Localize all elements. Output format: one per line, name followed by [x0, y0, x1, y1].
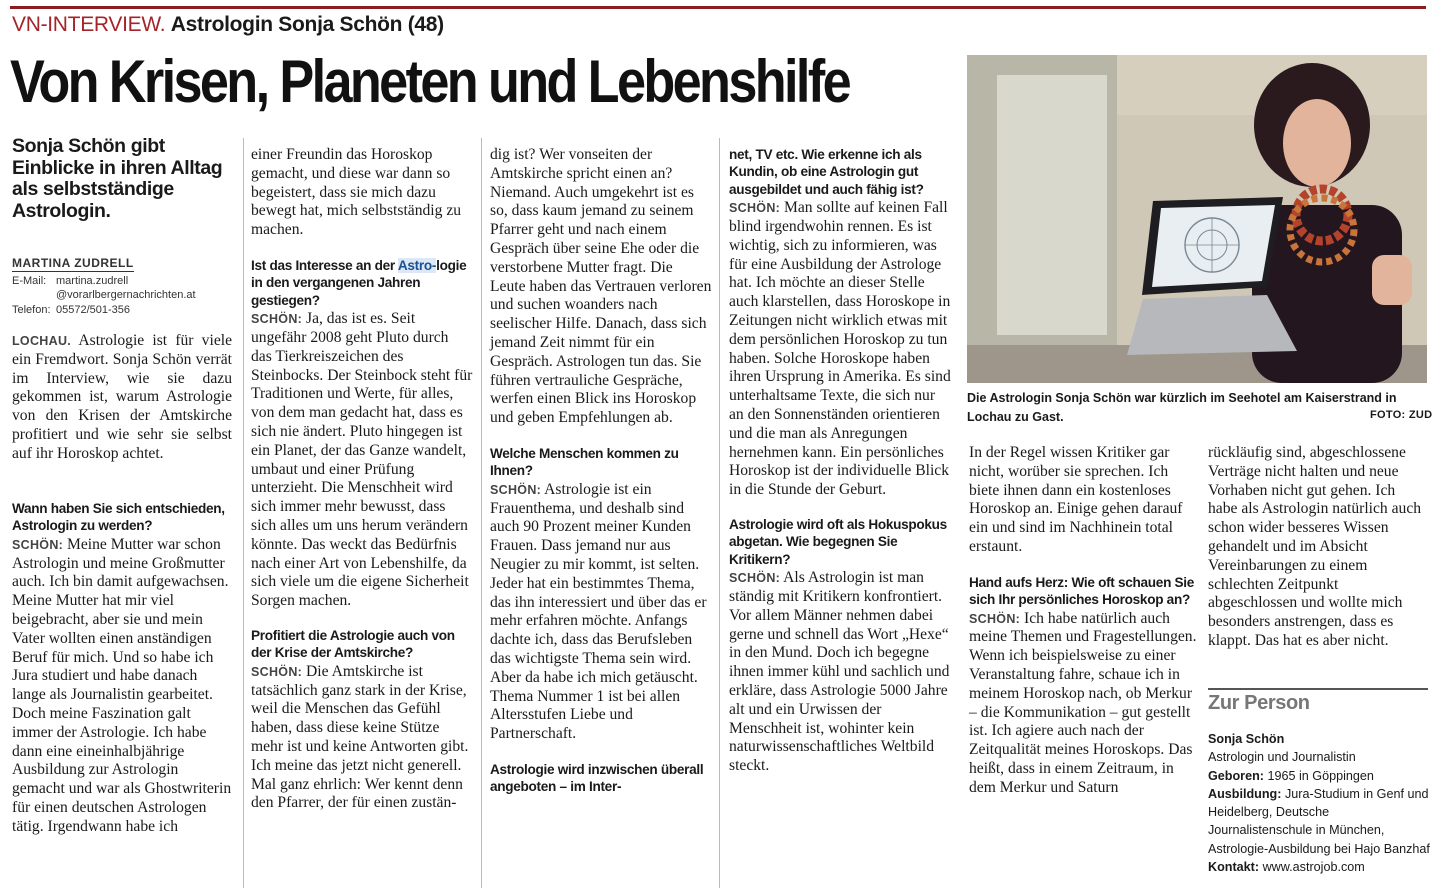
question-7: Hand aufs Herz: Wie oft schauen Sie sich Ihr persönliches Horoskop an? — [969, 574, 1195, 608]
question-1: Wann haben Sie sich entschieden, Astrologin zu werden? — [12, 501, 225, 534]
phone-label: Telefon: — [12, 303, 51, 316]
article-column-1 — [12, 332, 232, 464]
email-label: E-Mail: — [12, 274, 47, 287]
profile-rule — [1208, 688, 1428, 690]
intro-deck: Sonja Schön gibt Einblicke in ihren Alltag als selbstständige Astrologin. — [12, 135, 223, 222]
question-6: Astrologie wird oft als Hokuspokus abgetan. Wie begegnen Sie Kritikern? — [729, 516, 947, 567]
column-rule — [243, 138, 244, 888]
answer-1: SCHÖN: Meine Mutter war schon Astrologin und meine Großmutter auch. Ich bin damit aufgewachsen. Meine Mutter hat mir viel beigebracht, aber sie und mein Vater wollten einen anständigen Beruf für mich. Und so habe ich Jura studiert und habe danach lange als Journalistin gearbeitet. Doch meine Faszination galt immer der Astrologie. Ich habe dann eine eineinhalbjährige Ausbildung zur Astrologin gemacht und war als Ghostwriterin für einen deutschen Astrologen tätig. Irgendwann habe ich — [12, 535, 232, 835]
answer-4: SCHÖN: Astrologie ist ein Frauenthema, und deshalb sind auch 90 Prozent meiner Kunden Frauen. Dass jemand nur aus Neugier zu mir kommt, ist selten. Jeder hat ein bestimmtes Thema, das ihn interessiert und über das er mehr erfahren möchte. Anfangs dachte ich, dass das Berufsleben das wichtigste Thema sein wird. Aber da habe ich mich getäuscht. Thema Nummer 1 ist bei allen Altersstufen Liebe und Partnerschaft. — [490, 480, 707, 743]
profile-contact: Kontakt: www.astrojob.com — [1208, 860, 1365, 875]
column-rule — [481, 138, 482, 888]
kicker-title: Astrologin Sonja Schön (48) — [170, 13, 444, 36]
article-column-4 — [729, 146, 951, 776]
article-column-2 — [251, 146, 473, 813]
profile-role: Astrologin und Journalistin — [1208, 750, 1356, 765]
photo-illustration — [967, 55, 1427, 383]
author-name: MARTINA ZUDRELL — [12, 256, 134, 270]
answer-5: SCHÖN: Man sollte auf keinen Fall blind irgendwohin rennen. Es ist wichtig, sich zu informieren, was für eine Ausbildung der Astrologe hat. Ich möchte an dieser Stelle auch klarstellen, dass Horoskope in Zeitungen nicht wirklich etwas mit dem persönlichen Horoskop zu tun haben. Solche Horoskope haben ihren Ursprung in Amerika. Es sind unterhaltsame Texte, die sich nur an den Sonnenständen orientieren und die man als Anregungen hernehmen kann. Ein persönliches Horoskop ist der individuelle Blick in die Stunde der Geburt. — [729, 199, 951, 499]
kicker — [12, 13, 444, 37]
contact-link[interactable]: www.astrojob.com — [1262, 860, 1365, 875]
profile-box — [1208, 730, 1430, 876]
top-rule — [10, 6, 1426, 9]
dateline: LOCHAU. — [12, 334, 72, 348]
email-line1[interactable]: martina.zudrell — [56, 274, 129, 287]
photo-credit: FOTO: ZUD — [1370, 409, 1433, 421]
answer-6: SCHÖN: Als Astrologin ist man ständig mit Kritikern konfrontiert. Vor allem Männer nehmen dabei gerne und schnell das Wort „Hexe“ in den Mund. Doch ich begegne ihnen immer kühl und sachlich und erkläre, dass Astrologie 5000 Jahre alt und ein Urwissen der Menschheit ist, wohinter kein naturwissenschaftliches Weltbild steckt. — [729, 569, 950, 775]
question-5: Astrologie wird inzwischen überall angeboten – im Inter- — [490, 761, 704, 795]
lead-paragraph: LOCHAU. Astrologie ist für viele ein Fremdwort. Sonja Schön verrät im Interview, wie sie dazu gekommen ist, warum Astrologie von den Krisen der Amtskirche profitiert und wie sehr sie selbst auf ihr Horoskop achtet. — [12, 332, 232, 462]
profile-heading: Zur Person — [1208, 692, 1310, 714]
headline: Von Krisen, Planeten und Lebenshilfe — [10, 48, 850, 115]
answer-7-cont: rückläufig sind, abgeschlossene Verträge nicht halten und neue Vorhaben nicht gut gehen. Ich habe als Astrologin natürlich auch schon wider besseres Wissen gehandelt und im Absicht Vereinbarungen zu einem schlechten Zeitpunkt abgeschlossen und wollte mich besonders anstrengen, dass es klappt. Das hat es aber nicht. — [1208, 444, 1422, 649]
question-3: Profitiert die Astrologie auch von der Krise der Amtskirche? — [251, 627, 455, 661]
email-line2[interactable]: @vorarlbergernachrichten.at — [56, 289, 196, 301]
question-4: Welche Menschen kommen zu Ihnen? — [490, 445, 679, 479]
profile-name: Sonja Schön — [1208, 732, 1285, 746]
question-2: Ist das Interesse an der Astro-logie in den vergangenen Jahren gestiegen? — [251, 257, 467, 308]
kicker-label: VN-INTERVIEW. — [12, 13, 166, 36]
article-column-3 — [490, 146, 712, 796]
question-5-cont: net, TV etc. Wie erkenne ich als Kundin, ob eine Astrologin gut ausgebildet und auch fähig ist? — [729, 147, 924, 197]
answer-3: SCHÖN: Die Amtskirche ist tatsächlich ganz stark in der Krise, weil die Menschen das Gefühl haben, dass diese keine Stütze mehr ist und keine Antworten gibt. Ich meine das jetzt nicht generell. Mal ganz ehrlich: Wer kennt denn den Pfarrer, der für einen zustän- — [251, 662, 469, 812]
article-column-5 — [969, 444, 1197, 798]
highlighted-word: Astro- — [397, 257, 437, 273]
article-column-1b — [12, 500, 234, 837]
byline — [12, 256, 242, 317]
answer-2: SCHÖN: Ja, das ist es. Seit ungefähr 2008 geht Pluto durch das Tierkreiszeichen des Steinbocks. Der Steinbock steht für Traditionen und Werte, für alles, von dem man gedacht hat, dass es sich nie ändert. Pluto hingegen ist ein Planet, der das Ganze wandelt, umbaut und einer Prüfung unterzieht. Die Menschheit wird sich immer mehr bewusst, dass sich alles um uns herum verändern könnte. Das weckt das Bedürfnis nach einer Art von Lebenshilfe, da sich viele um die eigene Sicherheit Sorgen machen. — [251, 310, 473, 610]
profile-born: Geboren: 1965 in Göppingen — [1208, 768, 1374, 783]
answer-1-cont: einer Freundin das Horoskop gemacht, und diese war dann so begeistert, dass sie mich dazu bewegt hat, mich selbstständig zu machen. — [251, 146, 462, 239]
photo-caption: Die Astrologin Sonja Schön war kürzlich im Seehotel am Kaiserstrand in Lochau zu Gast. — [967, 391, 1397, 424]
answer-6-cont: In der Regel wissen Kritiker gar nicht, worüber sie sprechen. Ich biete ihnen dann ein kostenloses Horoskop an. Einige gehen darauf ein und sind im Nachhinein total erstaunt. — [969, 444, 1183, 555]
answer-7: SCHÖN: Ich habe natürlich auch meine Themen und Fragestellungen. Wenn ich beispielsweise zu einer Veranstaltung fahre, schaue ich in meinem Horoskop nach, ob Merkur – die Kommunikation – gut gestellt ist. Ich agiere auch nach der Zeitqualität meines Horoskops. Das heißt, dass in einem Zeitraum, in dem Merkur und Saturn — [969, 609, 1197, 796]
portrait-photo — [967, 55, 1427, 383]
profile-education: Ausbildung: Jura-Studium in Genf und Heidelberg, Deutsche Journalistenschule in München, Astrologie-Ausbildung bei Hajo Banzhaf — [1208, 786, 1430, 856]
phone-number: 05572/501-356 — [56, 303, 131, 316]
column-rule — [719, 138, 720, 888]
answer-3-cont: dig ist? Wer vonseiten der Amtskirche spricht einen an? Niemand. Auch umgekehrt ist es so, dass kaum jemand zu seinem Pfarrer geht und nach einem Gespräch über seine Ehe oder die verstorbene Mutter fragt. Die Leute haben das Vertrauen verloren und suchen woanders nach seelischer Hilfe. Danach, dass sich jemand Zeit nimmt für ein Gespräch. Astrologen tun das. Sie führen vertrauliche Gespräche, werfen einen Blick ins Horoskop und geben Empfehlungen ab. — [490, 146, 712, 427]
article-column-6 — [1208, 444, 1428, 651]
